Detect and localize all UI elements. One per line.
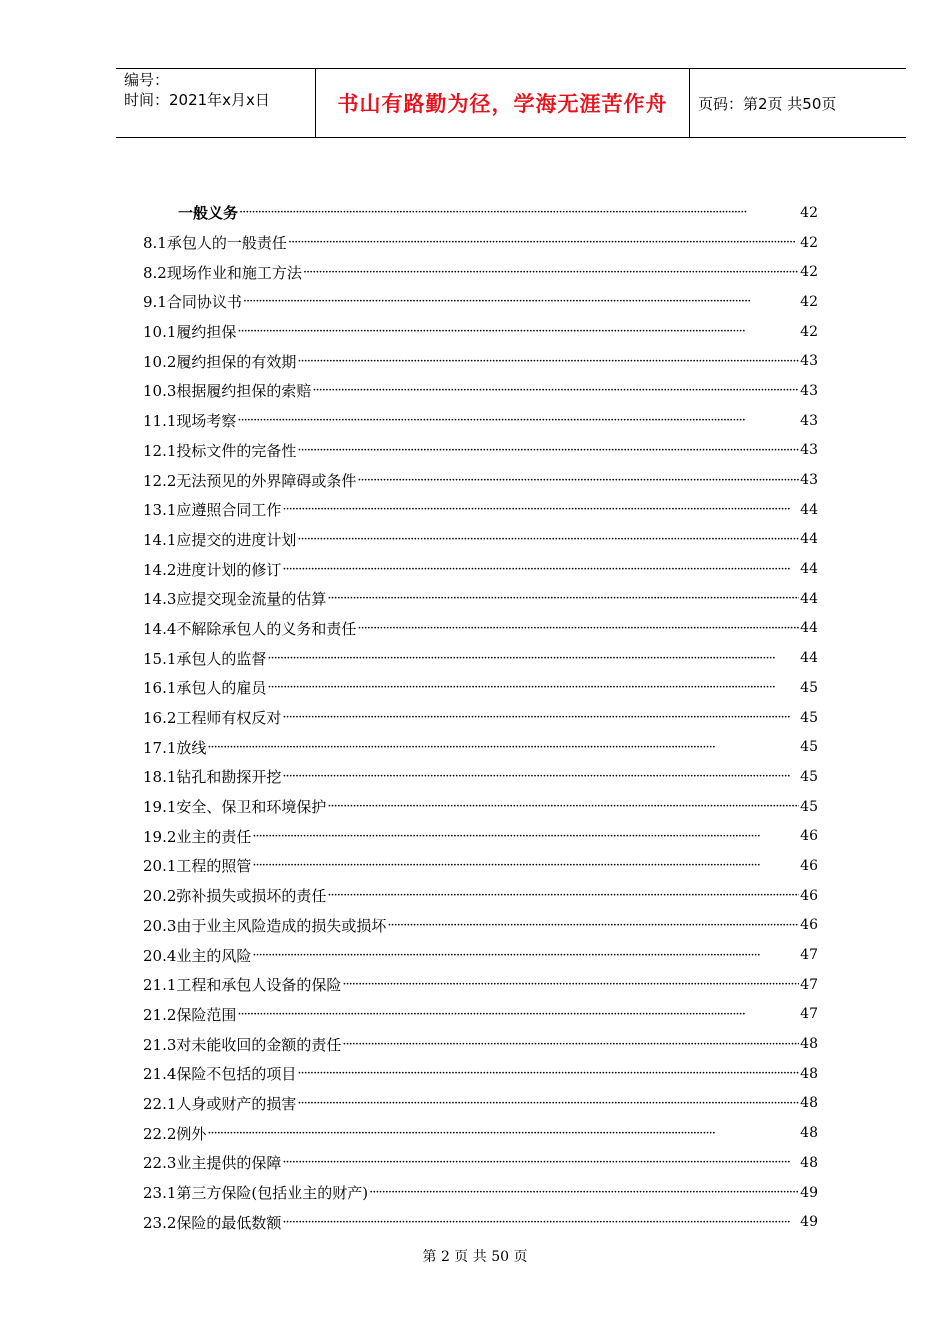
toc-leader-dots — [327, 888, 799, 903]
toc-entry-title: 21.4保险不包括的项目 — [143, 1065, 297, 1084]
toc-entry[interactable] — [143, 762, 818, 792]
toc-entry-title: 20.2弥补损失或损坏的责任 — [143, 887, 327, 906]
toc-entry[interactable] — [143, 732, 818, 762]
toc-entry-page: 49 — [800, 1214, 818, 1231]
toc-entry-title: 19.2业主的责任 — [143, 827, 252, 846]
toc-entry-page: 42 — [800, 234, 818, 251]
page-header — [116, 68, 906, 138]
toc-entry[interactable] — [143, 346, 818, 376]
toc-entry-title: 23.2保险的最低数额 — [143, 1213, 282, 1232]
header-motto: 书山有路勤为径，学海无涯苦作舟 — [337, 92, 668, 116]
toc-leader-dots — [297, 443, 799, 458]
header-info-cell — [116, 69, 316, 137]
toc-entry-title: 18.1钻孔和勘探开挖 — [143, 768, 282, 787]
toc-leader-dots — [297, 1066, 799, 1081]
toc-entry-page: 45 — [800, 798, 818, 815]
toc-entry-page: 45 — [800, 709, 818, 726]
toc-entry-page: 44 — [800, 501, 818, 518]
toc-entry-page: 48 — [800, 1095, 818, 1112]
toc-leader-dots — [357, 621, 799, 636]
toc-leader-dots — [237, 1007, 799, 1022]
toc-entry-page: 44 — [800, 650, 818, 667]
toc-leader-dots — [237, 324, 799, 339]
toc-entry-page: 44 — [800, 620, 818, 637]
toc-entry-title: 22.3业主提供的保障 — [143, 1154, 282, 1173]
toc-entry-title: 10.2履约担保的有效期 — [143, 352, 297, 371]
footer-page-number: 第 2 页 共 50 页 — [422, 1249, 528, 1265]
toc-entry-page: 43 — [800, 442, 818, 459]
toc-entry[interactable] — [143, 673, 818, 703]
toc-entry-page: 46 — [800, 828, 818, 845]
toc-entry[interactable] — [143, 1089, 818, 1119]
toc-entry[interactable] — [143, 881, 818, 911]
toc-entry-title: 8.2现场作业和施工方法 — [143, 263, 302, 282]
toc-entry-page: 42 — [800, 204, 818, 221]
toc-entry-title: 22.2例外 — [143, 1124, 207, 1143]
toc-entry[interactable] — [143, 495, 818, 525]
toc-entry[interactable] — [143, 614, 818, 644]
toc-entry-page: 48 — [800, 1154, 818, 1171]
toc-leader-dots — [252, 948, 799, 963]
toc-entry-page: 47 — [800, 947, 818, 964]
toc-entry-title: 一般义务 — [178, 204, 239, 223]
toc-entry-title: 21.1工程和承包人设备的保险 — [143, 976, 342, 995]
toc-entry[interactable] — [143, 703, 818, 733]
toc-leader-dots — [297, 354, 799, 369]
header-time-label: 时间：2021年x月x日 — [124, 91, 270, 109]
toc-entry[interactable] — [143, 465, 818, 495]
toc-entry[interactable] — [143, 257, 818, 287]
toc-leader-dots — [267, 680, 799, 695]
toc-entry-title: 23.1第三方保险(包括业主的财产) — [143, 1184, 369, 1203]
toc-leader-dots — [357, 473, 799, 488]
header-page-info: 页码：第2页 共50页 — [698, 94, 837, 113]
toc-entry-title: 16.2工程师有权反对 — [143, 709, 282, 728]
toc-entry-page: 42 — [800, 293, 818, 310]
toc-entry-title: 10.1履约担保 — [143, 323, 237, 342]
header-number-label: 编号： — [124, 71, 170, 89]
toc-entry-page: 42 — [800, 323, 818, 340]
toc-leader-dots — [282, 1155, 799, 1170]
table-of-contents — [143, 198, 818, 1237]
toc-entry-title: 9.1合同协议书 — [143, 293, 242, 312]
toc-entry-page: 47 — [800, 976, 818, 993]
toc-entry[interactable] — [143, 1059, 818, 1089]
toc-entry-title: 8.1承包人的一般责任 — [143, 234, 287, 253]
toc-entry-page: 46 — [800, 887, 818, 904]
toc-leader-dots — [327, 591, 799, 606]
toc-leader-dots — [282, 562, 799, 577]
toc-entry-title: 20.3由于业主风险造成的损失或损坏 — [143, 916, 387, 935]
toc-entry-page: 43 — [800, 382, 818, 399]
toc-leader-dots — [369, 1185, 799, 1200]
toc-leader-dots — [267, 651, 799, 666]
toc-entry[interactable] — [143, 1178, 818, 1208]
toc-entry-page: 48 — [800, 1036, 818, 1053]
toc-entry-title: 12.2无法预见的外界障碍或条件 — [143, 471, 357, 490]
toc-entry-title: 11.1现场考察 — [143, 412, 237, 431]
toc-entry[interactable] — [143, 1148, 818, 1178]
toc-entry[interactable] — [143, 317, 818, 347]
toc-entry-page: 48 — [800, 1065, 818, 1082]
toc-entry[interactable] — [143, 851, 818, 881]
toc-leader-dots — [288, 235, 799, 250]
toc-entry-page: 47 — [800, 1006, 818, 1023]
toc-entry-page: 44 — [800, 531, 818, 548]
toc-entry-page: 43 — [800, 472, 818, 489]
toc-entry[interactable] — [143, 1118, 818, 1148]
toc-entry[interactable] — [143, 436, 818, 466]
toc-entry[interactable] — [143, 940, 818, 970]
toc-entry-title: 17.1放线 — [143, 738, 207, 757]
page-footer — [0, 1246, 950, 1266]
toc-leader-dots — [237, 413, 799, 428]
toc-leader-dots — [282, 502, 799, 517]
toc-entry-page: 45 — [800, 739, 818, 756]
toc-entry-page: 43 — [800, 412, 818, 429]
toc-entry[interactable] — [143, 198, 818, 228]
toc-entry-title: 20.4业主的风险 — [143, 946, 252, 965]
toc-entry-title: 22.1人身或财产的损害 — [143, 1094, 297, 1113]
toc-entry-title: 13.1应遵照合同工作 — [143, 501, 282, 520]
toc-entry-title: 20.1工程的照管 — [143, 857, 252, 876]
toc-leader-dots — [239, 205, 799, 220]
toc-entry-page: 48 — [800, 1125, 818, 1142]
toc-entry-title: 15.1承包人的监督 — [143, 649, 267, 668]
toc-entry[interactable] — [143, 911, 818, 941]
toc-entry-title: 14.1应提交的进度计划 — [143, 530, 297, 549]
toc-entry-page: 43 — [800, 353, 818, 370]
toc-entry-title: 10.3根据履约担保的索赔 — [143, 382, 312, 401]
header-motto-cell — [316, 69, 690, 137]
toc-entry-page: 44 — [800, 561, 818, 578]
toc-entry-page: 42 — [800, 264, 818, 281]
toc-entry[interactable] — [143, 287, 818, 317]
toc-leader-dots — [282, 710, 799, 725]
toc-entry[interactable] — [143, 1207, 818, 1237]
toc-entry[interactable] — [143, 970, 818, 1000]
toc-leader-dots — [297, 1096, 799, 1111]
toc-entry[interactable] — [143, 406, 818, 436]
toc-entry-page: 46 — [800, 857, 818, 874]
toc-leader-dots — [327, 799, 799, 814]
toc-entry[interactable] — [143, 554, 818, 584]
toc-entry[interactable] — [143, 1000, 818, 1030]
toc-entry-title: 19.1安全、保卫和环境保护 — [143, 798, 327, 817]
toc-entry-title: 14.4不解除承包人的义务和责任 — [143, 619, 357, 638]
toc-leader-dots — [303, 265, 799, 280]
toc-entry-page: 46 — [800, 917, 818, 934]
toc-entry-page: 44 — [800, 590, 818, 607]
toc-leader-dots — [252, 829, 799, 844]
toc-entry[interactable] — [143, 792, 818, 822]
toc-leader-dots — [297, 532, 799, 547]
toc-entry-title: 14.3应提交现金流量的估算 — [143, 590, 327, 609]
toc-leader-dots — [387, 918, 799, 933]
toc-leader-dots — [207, 740, 799, 755]
toc-entry[interactable] — [143, 821, 818, 851]
toc-entry-title: 21.2保险范围 — [143, 1005, 237, 1024]
toc-entry-title: 14.2进度计划的修订 — [143, 560, 282, 579]
toc-entry[interactable] — [143, 643, 818, 673]
toc-entry[interactable] — [143, 525, 818, 555]
toc-entry[interactable] — [143, 376, 818, 406]
toc-leader-dots — [342, 977, 799, 992]
toc-leader-dots — [252, 858, 799, 873]
toc-entry[interactable] — [143, 584, 818, 614]
toc-leader-dots — [342, 1037, 799, 1052]
toc-entry-title: 21.3对未能收回的金额的责任 — [143, 1035, 342, 1054]
toc-leader-dots — [243, 294, 799, 309]
toc-entry[interactable] — [143, 228, 818, 258]
toc-entry[interactable] — [143, 1029, 818, 1059]
toc-leader-dots — [282, 769, 799, 784]
toc-leader-dots — [282, 1215, 799, 1230]
toc-entry-page: 45 — [800, 679, 818, 696]
toc-entry-title: 16.1承包人的雇员 — [143, 679, 267, 698]
toc-entry-page: 45 — [800, 768, 818, 785]
toc-entry-page: 49 — [800, 1184, 818, 1201]
toc-entry-title: 12.1投标文件的完备性 — [143, 441, 297, 460]
toc-leader-dots — [207, 1126, 799, 1141]
header-page-cell — [690, 69, 906, 137]
toc-leader-dots — [312, 383, 799, 398]
